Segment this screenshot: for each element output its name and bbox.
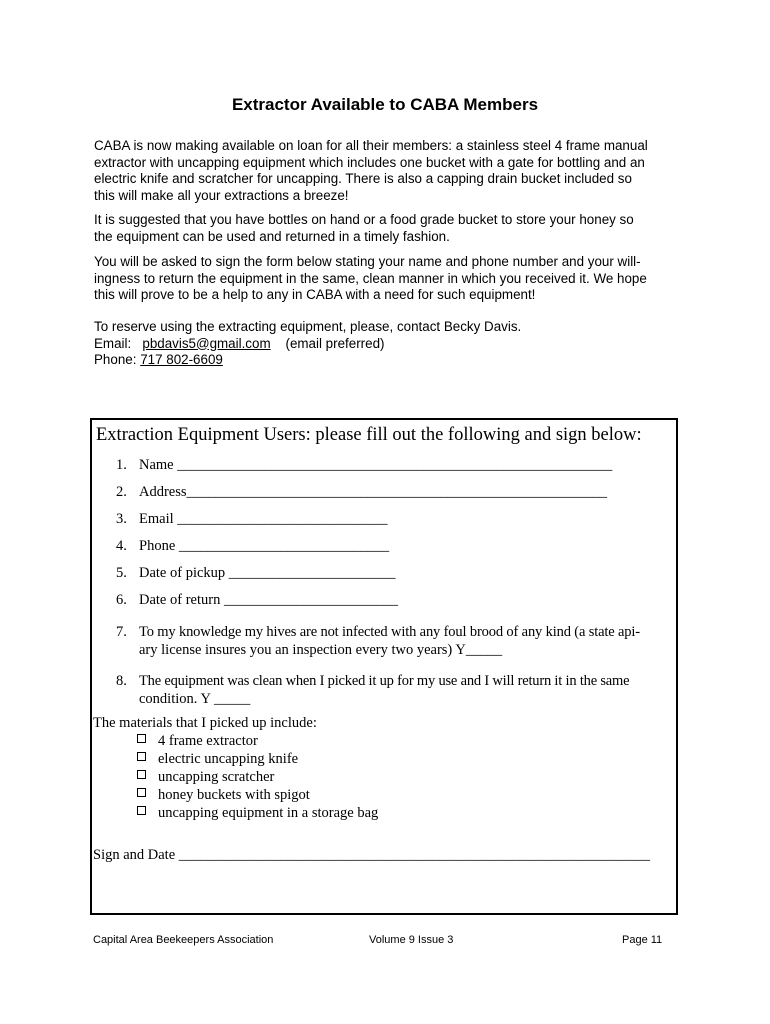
cleanliness-statement: The equipment was clean when I picked it up for my use and I will return it in the same <box>139 673 630 689</box>
item-number: 4. <box>116 538 127 554</box>
text-line: You will be asked to sign the form below stating your name and phone number and your will- <box>94 254 641 269</box>
article-title: Extractor Available to CABA Members <box>231 95 539 114</box>
item-number: 7. <box>116 624 127 640</box>
sign-date-field[interactable]: Sign and Date _________________________________________________________________ <box>93 847 651 863</box>
text-line: extractor with uncapping equipment which includes one bucket with a gate for bottling and an <box>94 154 645 170</box>
intro-paragraph <box>94 138 684 204</box>
agreement-paragraph <box>94 254 684 304</box>
name-field[interactable]: Name ____________________________________________________________ <box>139 457 613 473</box>
material-label: 4 frame extractor <box>158 733 258 749</box>
checkbox-icon[interactable] <box>137 770 146 779</box>
email-line <box>94 336 684 353</box>
checkbox-icon[interactable] <box>137 788 146 797</box>
email-label: Email: <box>94 335 132 351</box>
address-field[interactable]: Address__________________________________________________________ <box>139 484 608 500</box>
footer-issue: Volume 9 Issue 3 <box>369 934 454 946</box>
phone-link[interactable]: 717 802-6609 <box>140 352 223 367</box>
material-checkbox-item[interactable] <box>137 733 258 750</box>
material-label: uncapping equipment in a storage bag <box>158 805 379 821</box>
materials-heading: The materials that I picked up include: <box>93 715 317 731</box>
text-line: CABA is now making available on loan for all their members: a stainless steel 4 frame manual <box>94 138 648 153</box>
phone-line <box>94 352 684 369</box>
foulbrood-statement: To my knowledge my hives are not infected with any foul brood of any kind (a state api- <box>139 624 640 640</box>
item-number: 2. <box>116 484 127 500</box>
item-number: 1. <box>116 457 127 473</box>
material-checkbox-item[interactable] <box>137 805 378 822</box>
pickup-date-field[interactable]: Date of pickup _______________________ <box>139 565 396 581</box>
item-number: 6. <box>116 592 127 608</box>
item-number: 3. <box>116 511 127 527</box>
email-note: (email preferred) <box>285 335 385 351</box>
material-checkbox-item[interactable] <box>137 769 274 786</box>
checkbox-icon[interactable] <box>137 806 146 815</box>
text-line: this will prove to be a help to any in CABA with a need for such equipment! <box>94 287 536 302</box>
return-date-field[interactable]: Date of return ________________________ <box>139 592 398 608</box>
text-line: It is suggested that you have bottles on hand or a food grade bucket to store your honey so <box>94 212 634 227</box>
material-checkbox-item[interactable] <box>137 787 310 804</box>
text-line: electric knife and scratcher for uncapping. There is also a capping drain bucket included so <box>94 171 632 186</box>
footer-page: Page 11 <box>622 934 663 946</box>
cleanliness-confirm-field[interactable]: condition. Y _____ <box>139 691 251 707</box>
material-checkbox-item[interactable] <box>137 751 298 768</box>
storage-paragraph <box>94 212 684 245</box>
form-heading: Extraction Equipment Users: please fill out the following and sign below: <box>96 425 642 445</box>
text-line: ingness to return the equipment in the same, clean manner in which you received it. We hope <box>94 270 647 286</box>
item-number: 8. <box>116 673 127 689</box>
material-label: honey buckets with spigot <box>158 787 310 803</box>
email-link[interactable]: pbdavis5@gmail.com <box>142 335 271 351</box>
material-label: uncapping scratcher <box>158 769 275 785</box>
contact-block <box>94 319 684 369</box>
phone-label: Phone: <box>94 352 137 367</box>
email-field[interactable]: Email _____________________________ <box>139 511 388 527</box>
phone-field[interactable]: Phone _____________________________ <box>139 538 390 554</box>
checkbox-icon[interactable] <box>137 752 146 761</box>
item-number: 5. <box>116 565 127 581</box>
text-line: the equipment can be used and returned in a timely fashion. <box>94 228 450 244</box>
contact-intro: To reserve using the extracting equipment, please, contact Becky Davis. <box>94 319 522 334</box>
checkbox-icon[interactable] <box>137 734 146 743</box>
footer-org: Capital Area Beekeepers Association <box>93 934 274 946</box>
text-line: this will make all your extractions a breeze! <box>94 187 349 203</box>
material-label: electric uncapping knife <box>158 751 299 767</box>
foulbrood-confirm-field[interactable]: ary license insures you an inspection every two years) Y_____ <box>139 642 503 658</box>
